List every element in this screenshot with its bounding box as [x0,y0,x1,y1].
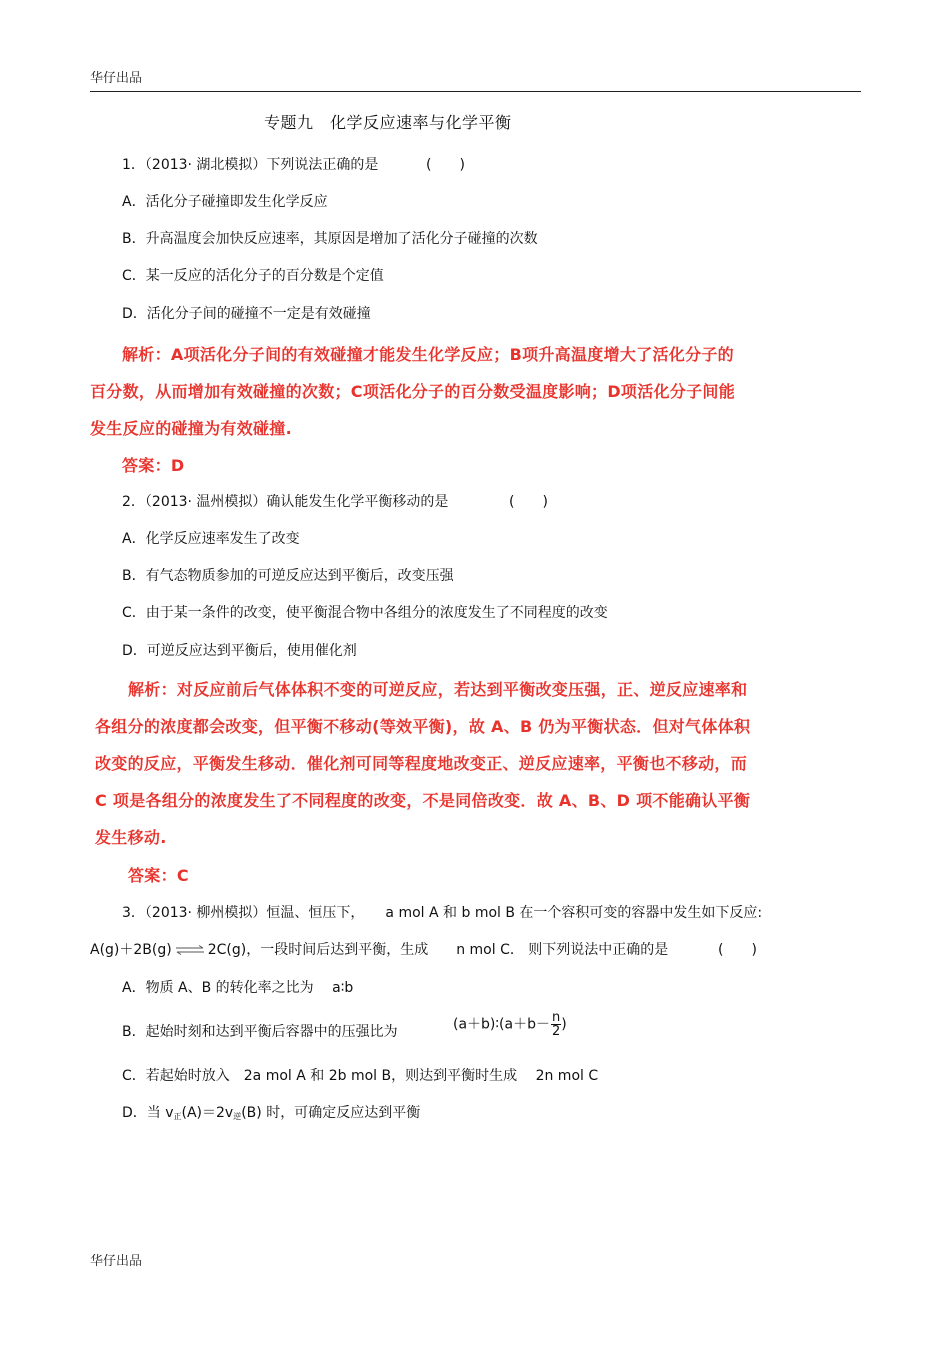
q3-reactants: A(g)＋2B(g) [90,942,172,958]
q3-option-d-prefix: D．当 v [122,1105,174,1121]
q1-option-c: C．某一反应的活化分子的百分数是个定值 [122,268,384,284]
q2-option-b: B．有气态物质参加的可逆反应达到平衡后，改变压强 [122,568,454,584]
subscript-forward: 正 [173,1112,182,1121]
q3-option-a: A．物质 A、B 的转化率之比为 a∶b [122,980,354,996]
q1-analysis-line-2: 百分数，从而增加有效碰撞的次数；C项活化分子的百分数受温度影响；D项活化分子间能 [90,382,736,401]
equilibrium-arrows-icon [175,945,205,955]
q1-analysis-line-3: 发生反应的碰撞为有效碰撞. [90,419,292,438]
q2-option-c: C．由于某一条件的改变，使平衡混合物中各组分的浓度发生了不同程度的改变 [122,605,608,621]
q2-analysis-line-4: C 项是各组分的浓度发生了不同程度的改变，不是同倍改变．故 A、B、D 项不能确认平衡 [95,791,751,810]
q3-option-d-middle: (A)＝2v [181,1105,234,1121]
q1-option-b: B．升高温度会加快反应速率，其原因是增加了活化分子碰撞的次数 [122,231,538,247]
q1-option-a: A．活化分子碰撞即发生化学反应 [122,194,328,210]
subscript-reverse: 逆 [233,1112,242,1121]
q2-option-d: D．可逆反应达到平衡后，使用催化剂 [122,643,357,659]
q3-option-b: B．起始时刻和达到平衡后容器中的压强比为 [122,1024,398,1040]
q2-analysis-line-3: 改变的反应，平衡发生移动．催化剂可同等程度地改变正、逆反应速率，平衡也不移动，而 [95,754,748,773]
q3-option-d-suffix: (B) 时，可确定反应达到平衡 [241,1105,421,1121]
q1-analysis-line-1: 解析：A项活化分子间的有效碰撞才能发生化学反应；B项升高温度增大了活化分子的 [122,345,734,364]
q3-stem-line-2 [90,939,668,959]
fraction-numerator: n [551,1010,561,1025]
q2-stem: 2．（2013· 温州模拟）确认能发生化学平衡移动的是 [122,494,449,510]
page-header: 华仔出品 [90,71,143,86]
q3-option-c: C．若起始时放入 2a mol A 和 2b mol B，则达到平衡时生成 2n mol C [122,1068,599,1084]
q2-option-a: A．化学反应速率发生了改变 [122,531,300,547]
page-footer: 华仔出品 [90,1254,143,1269]
q2-analysis-line-1: 解析：对反应前后气体体积不变的可逆反应，若达到平衡改变压强，正、逆反应速率和 [128,680,748,699]
q1-answer: 答案：D [122,456,185,475]
header-rule [90,91,861,92]
q1-stem: 1．（2013· 湖北模拟）下列说法正确的是 [122,157,379,173]
q3-option-b-expression [453,1011,567,1038]
q3-answer-blank: ( ) [718,942,757,958]
q2-answer-blank: ( ) [509,494,548,510]
document-title: 专题九 化学反应速率与化学平衡 [264,113,512,132]
pressure-ratio-left: (a＋b)∶(a＋b－ [453,1016,550,1033]
q3-stem-line-1: 3．（2013· 柳州模拟）恒温、恒压下， a mol A 和 b mol B 在一个容积可变的容器中发生如下反应: [122,905,763,921]
fraction-denominator: 2 [551,1024,561,1039]
q2-answer: 答案：C [128,866,189,885]
q3-option-d [122,1102,420,1122]
q2-analysis-line-5: 发生移动. [95,828,167,847]
q2-analysis-line-2: 各组分的浓度都会改变，但平衡不移动(等效平衡)，故 A、B 仍为平衡状态．但对气体体积 [95,717,751,736]
q3-products-and-question: 2C(g)，一段时间后达到平衡，生成 n mol C． 则下列说法中正确的是 [207,942,669,958]
pressure-ratio-right: ) [561,1016,567,1033]
q1-answer-blank: ( ) [426,157,465,173]
fraction-n-over-2 [551,1011,561,1038]
q1-option-d: D．活化分子间的碰撞不一定是有效碰撞 [122,306,371,322]
